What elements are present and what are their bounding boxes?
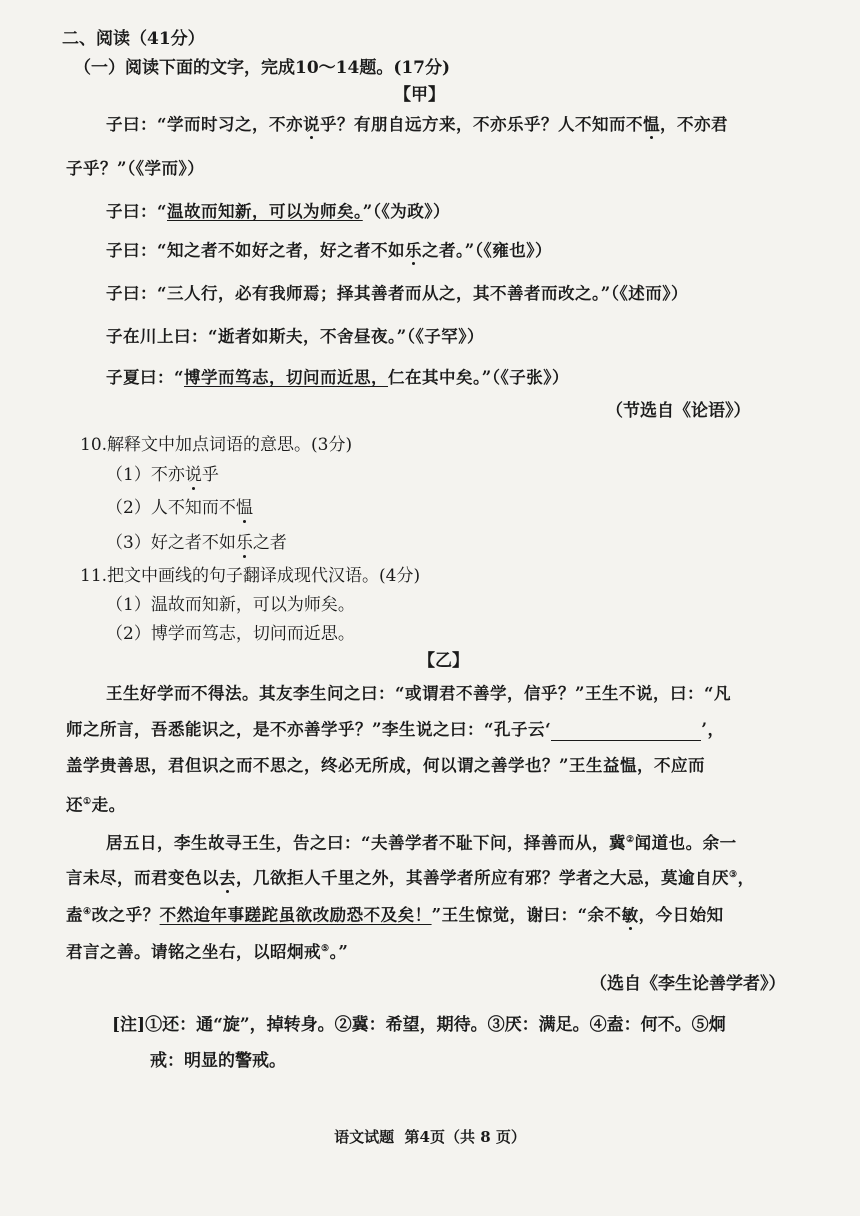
- yi-text: 还: [66, 795, 83, 815]
- jia-text: 子曰：“知之者不如好之者，好之者不如: [106, 241, 405, 260]
- yi-text: 君言之善。请铭之坐右，以昭炯戒: [66, 942, 321, 962]
- yi-line-7: [66, 901, 724, 927]
- yi-line-3: 盖学贵善思，君但识之而不思之，终必无所成，何以谓之善学也？”王生益愠，不应而: [66, 756, 705, 775]
- note-marker: ④: [83, 907, 92, 917]
- jia-text: 子曰：“: [106, 202, 167, 221]
- q10-text: （3）好之者不如: [106, 533, 236, 553]
- notes-line-1: [注]①还：通“旋”，掉转身。②冀：希望，期待。③厌：满足。④盍：何不。⑤炯: [112, 1015, 726, 1035]
- q10-text: （1）不亦: [106, 465, 185, 485]
- q10-text: 乎: [201, 465, 219, 485]
- jia-label: 【甲】: [394, 85, 445, 105]
- yi-line-4: [66, 791, 126, 817]
- underlined-sentence: 博学而笃志，切问而近思，: [184, 368, 388, 387]
- dotted-word: 说: [184, 465, 202, 485]
- part-heading: （一）阅读下面的文字，完成10～14题。(17分): [74, 58, 451, 78]
- yi-text: ，今日始知: [638, 905, 724, 925]
- underlined-sentence: 温故而知新，可以为师矣。: [167, 202, 363, 221]
- q11-item-2: （2）博学而笃志，切问而近思。: [106, 624, 355, 644]
- note-marker: ③: [729, 870, 738, 880]
- yi-text: 居五日，李生故寻王生，告之曰：“夫善学者不耻下问，择善而从，冀: [106, 833, 626, 853]
- jia-line-3: [106, 201, 450, 223]
- dotted-word: 乐: [235, 533, 253, 553]
- jia-text: 乎？有朋自远方来，不亦乐乎？人不知而不: [320, 115, 643, 134]
- yi-label: 【乙】: [418, 651, 469, 671]
- yi-source: （选自《李生论善学者》）: [590, 974, 786, 994]
- q11-title: 11.把文中画线的句子翻译成现代汉语。(4分): [80, 566, 421, 586]
- page-footer: [0, 1126, 860, 1148]
- jia-line-1: [106, 114, 728, 136]
- yi-text: 盍: [66, 905, 83, 925]
- dotted-word: 去: [219, 868, 236, 888]
- notes-line-2: 戒：明显的警戒。: [150, 1051, 286, 1071]
- jia-line-2: 子乎？”（《学而》）: [66, 159, 205, 178]
- note-marker: ②: [626, 835, 635, 845]
- jia-line-5: 子曰：“三人行，必有我师焉；择其善者而从之，其不善者而改之。”（《述而》）: [106, 284, 688, 303]
- q10-title: 10.解释文中加点词语的意思。(3分): [80, 435, 353, 455]
- yi-text: 。”: [329, 942, 349, 962]
- jia-line-7: [106, 367, 569, 389]
- dotted-word: 乐: [405, 241, 422, 260]
- yi-line-8: [66, 938, 348, 964]
- yi-line-2: [66, 719, 724, 741]
- underlined-sentence: 不然迨年事蹉跎虽欲改励恐不及矣！: [159, 905, 432, 925]
- yi-text: 闻道也。余一: [634, 833, 737, 853]
- jia-text: ”（《为政》）: [362, 202, 450, 221]
- jia-text: 子夏曰：“: [106, 368, 184, 387]
- fill-in-blank: [551, 724, 701, 741]
- dotted-word: 愠: [235, 498, 253, 518]
- yi-text: 言未尽，而君变色以: [66, 868, 219, 888]
- dotted-word: 愠: [643, 115, 660, 134]
- yi-line-1: 王生好学而不得法。其友李生问之曰：“或谓君不善学，信乎？”王生不说，曰：“凡: [106, 684, 731, 703]
- yi-line-5: [106, 829, 737, 855]
- jia-line-4: [106, 240, 552, 262]
- yi-text: 师之所言，吾悉能识之，是不亦善学乎？”李生说之曰：“孔子云‘: [66, 720, 552, 739]
- jia-source: （节选自《论语》）: [606, 401, 751, 421]
- q10-item-3: [106, 532, 287, 554]
- footer-text: 语文试题 第4页（共 8 页）: [334, 1128, 526, 1146]
- yi-text: ”王生惊觉，谢曰：“余不: [431, 905, 622, 925]
- jia-text: 仁在其中矣。”（《子张》）: [388, 368, 569, 387]
- jia-line-6: 子在川上曰：“逝者如斯夫，不舍昼夜。”（《子罕》）: [106, 327, 484, 346]
- dotted-word: 说: [303, 115, 320, 134]
- jia-text: 子曰：“学而时习之，不亦: [106, 115, 303, 134]
- q10-item-1: [106, 464, 219, 486]
- yi-text: ，: [737, 868, 755, 888]
- jia-text: 之者。”（《雍也》）: [422, 241, 552, 260]
- dotted-word: 敏: [621, 905, 639, 925]
- yi-text: ’，: [701, 720, 725, 739]
- q10-item-2: [106, 497, 253, 519]
- note-marker: ①: [83, 797, 92, 807]
- q10-text: 之者: [252, 533, 287, 553]
- jia-text: ，不亦君: [660, 115, 728, 134]
- section-heading: 二、阅读（41分）: [62, 29, 205, 49]
- yi-text: 走。: [91, 795, 126, 815]
- yi-text: 改之乎？: [91, 905, 160, 925]
- q11-item-1: （1）温故而知新，可以为师矣。: [106, 595, 355, 615]
- yi-line-6: [66, 864, 755, 890]
- yi-text: ，几欲拒人千里之外，其善学者所应有邪？学者之大忌，莫逾自厌: [236, 868, 729, 888]
- q10-text: （2）人不知而不: [106, 498, 236, 518]
- note-marker: ⑤: [321, 944, 330, 954]
